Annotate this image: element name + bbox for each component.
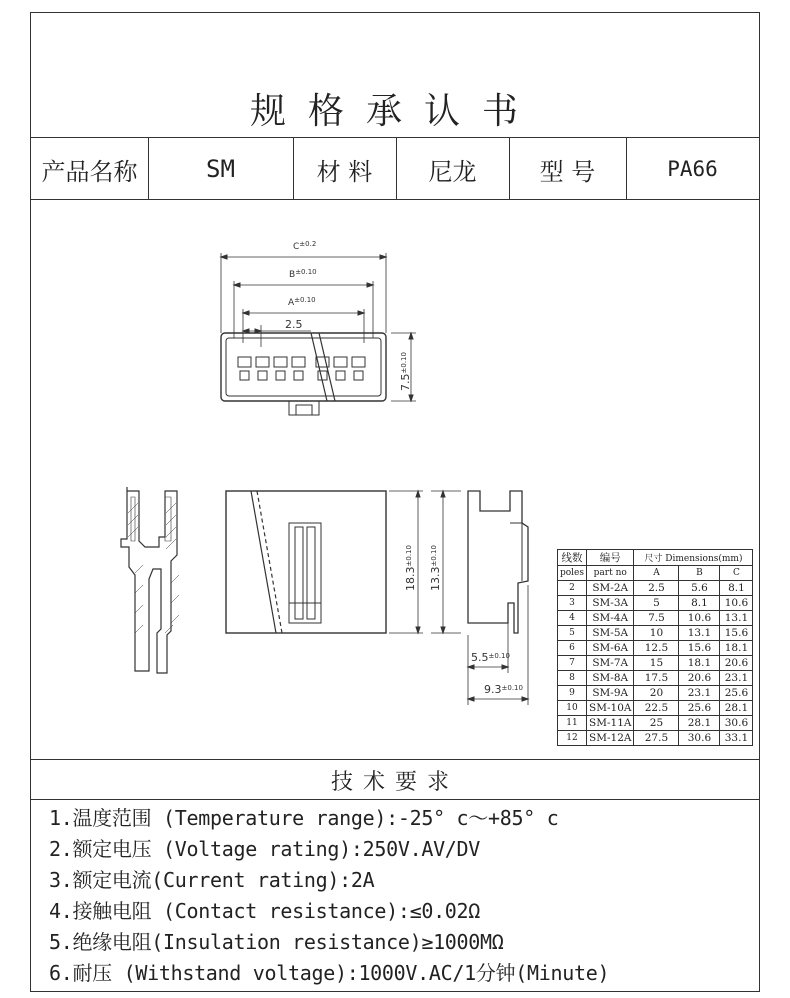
dim-a-cell: 7.5 (634, 611, 679, 626)
dim-c-tol: ±0.2 (299, 240, 317, 248)
poles-cell: 6 (558, 641, 587, 656)
divider (31, 759, 759, 760)
dim-b-cell: 25.6 (679, 701, 720, 716)
poles-cell: 4 (558, 611, 587, 626)
part-no-cell: SM-10A (587, 701, 634, 716)
dim-b-cell: 13.1 (679, 626, 720, 641)
col-a-header: A (634, 566, 679, 581)
front-height-label: 18.3 (404, 566, 417, 591)
spec-item-temperature: 1.温度范围 (Temperature range):-25° c～+85° c (49, 806, 559, 830)
table-row (558, 596, 753, 611)
poles-cell: 10 (558, 701, 587, 716)
terminal-cavities (238, 357, 365, 380)
part-no-cell: SM-7A (587, 656, 634, 671)
dim-c-cell: 25.6 (720, 686, 753, 701)
material-label: 材 料 (316, 157, 373, 186)
poles-cell: 2 (558, 581, 587, 596)
dimension-table (557, 549, 753, 746)
dim-b-cell: 28.1 (679, 716, 720, 731)
table-row (558, 611, 753, 626)
front-view (226, 491, 461, 633)
dim-b-cell: 5.6 (679, 581, 720, 596)
dim-a-cell: 20 (634, 686, 679, 701)
poles-cell: 7 (558, 656, 587, 671)
dim-c-cell: 18.1 (720, 641, 753, 656)
material-value: 尼龙 (428, 157, 477, 186)
poles-cell: 8 (558, 671, 587, 686)
dim-a-cell: 2.5 (634, 581, 679, 596)
svg-text:9.3±0.10 (484, 683, 523, 696)
dim-a-cell: 22.5 (634, 701, 679, 716)
poles-cell: 9 (558, 686, 587, 701)
side-width-b-label: 9.3 (484, 683, 502, 696)
pitch-label: 2.5 (285, 318, 303, 331)
side-width-a-label: 5.5 (471, 651, 489, 664)
part-no-cell: SM-9A (587, 686, 634, 701)
poles-cell: 11 (558, 716, 587, 731)
dim-c-cell: 13.1 (720, 611, 753, 626)
dimensions-header: 尺寸 Dimensions(mm) (634, 550, 753, 566)
side-height-tol: ±0.10 (430, 545, 438, 567)
dim-a-tol: ±0.10 (294, 296, 316, 304)
dim-a-cell: 15 (634, 656, 679, 671)
table-row (558, 716, 753, 731)
dim-c-cell: 15.6 (720, 626, 753, 641)
dim-c-cell: 23.1 (720, 671, 753, 686)
dim-a-cell: 5 (634, 596, 679, 611)
dim-b-cell: 8.1 (679, 596, 720, 611)
dim-a-cell: 17.5 (634, 671, 679, 686)
svg-text:13.3±0.10 (429, 545, 442, 591)
svg-text:18.3±0.10 (404, 545, 417, 591)
part-no-cell: SM-2A (587, 581, 634, 596)
dim-a-cell: 25 (634, 716, 679, 731)
spec-item-voltage: 2.额定电压 (Voltage rating):250V.AV/DV (49, 837, 481, 861)
dim-c-cell: 33.1 (720, 731, 753, 746)
dim-c-label: C (293, 242, 300, 252)
table-row (558, 671, 753, 686)
col-c-header: C (720, 566, 753, 581)
part-header-en: part no (587, 566, 634, 581)
poles-header-en: poles (558, 566, 587, 581)
dim-b-cell: 10.6 (679, 611, 720, 626)
document-title: 规格承认书 (249, 91, 540, 132)
part-no-cell: SM-6A (587, 641, 634, 656)
top-view (221, 240, 416, 415)
dim-c-cell: 20.6 (720, 656, 753, 671)
cross-section-view (121, 487, 179, 673)
side-width-b-tol: ±0.10 (501, 684, 523, 692)
front-height-tol: ±0.10 (405, 545, 413, 567)
dim-b-tol: ±0.10 (295, 268, 317, 276)
dim-c-cell: 8.1 (720, 581, 753, 596)
table-row (558, 701, 753, 716)
height-top-label: 7.5 (399, 373, 412, 391)
table-row (558, 581, 753, 596)
side-view (468, 491, 528, 705)
table-row (558, 626, 753, 641)
part-header-cn: 编号 (587, 550, 634, 566)
dim-a-cell: 12.5 (634, 641, 679, 656)
poles-header-cn: 线数 (558, 550, 587, 566)
spec-item-withstand-voltage: 6.耐压 (Withstand voltage):1000V.AC/1分钟(Minute) (49, 961, 610, 985)
table-row (558, 641, 753, 656)
dim-c-cell: 10.6 (720, 596, 753, 611)
svg-text:B±0.10 (289, 268, 317, 280)
dim-b-cell: 23.1 (679, 686, 720, 701)
table-row (558, 656, 753, 671)
spec-item-current: 3.额定电流(Current rating):2A (49, 868, 375, 892)
model-value: PA66 (667, 157, 718, 181)
height-top-tol: ±0.10 (400, 352, 408, 374)
dim-c-cell: 30.6 (720, 716, 753, 731)
part-no-cell: SM-11A (587, 716, 634, 731)
spec-sheet-frame (30, 12, 760, 992)
svg-text:A±0.10 (288, 296, 316, 308)
poles-cell: 3 (558, 596, 587, 611)
col-b-header: B (679, 566, 720, 581)
model-label: 型 号 (539, 157, 596, 186)
dimension-table-body (558, 581, 753, 746)
svg-text:C±0.2 (293, 240, 316, 252)
table-row (558, 686, 753, 701)
table-row (558, 731, 753, 746)
product-name-label: 产品名称 (41, 157, 138, 186)
product-name-value: SM (206, 155, 235, 183)
part-no-cell: SM-8A (587, 671, 634, 686)
dim-c-cell: 28.1 (720, 701, 753, 716)
side-height-label: 13.3 (429, 566, 442, 591)
dim-a-cell: 27.5 (634, 731, 679, 746)
dim-a-label: A (288, 298, 295, 308)
part-no-cell: SM-5A (587, 626, 634, 641)
part-no-cell: SM-3A (587, 596, 634, 611)
dim-b-cell: 20.6 (679, 671, 720, 686)
dim-b-cell: 30.6 (679, 731, 720, 746)
side-width-a-tol: ±0.10 (488, 652, 510, 660)
part-no-cell: SM-4A (587, 611, 634, 626)
svg-text:5.5±0.10 (471, 651, 510, 664)
dim-a-cell: 10 (634, 626, 679, 641)
poles-cell: 5 (558, 626, 587, 641)
spec-list (49, 803, 609, 989)
part-no-cell: SM-12A (587, 731, 634, 746)
spec-title: 技术要求 (330, 770, 459, 795)
dim-b-label: B (289, 270, 296, 280)
svg-text:7.5±0.10 (399, 352, 412, 391)
dim-b-cell: 15.6 (679, 641, 720, 656)
spec-item-contact-resistance: 4.接触电阻 (Contact resistance):≤0.02Ω (49, 899, 481, 923)
poles-cell: 12 (558, 731, 587, 746)
spec-item-insulation-resistance: 5.绝缘电阻(Insulation resistance)≥1000MΩ (49, 930, 504, 954)
dim-b-cell: 18.1 (679, 656, 720, 671)
